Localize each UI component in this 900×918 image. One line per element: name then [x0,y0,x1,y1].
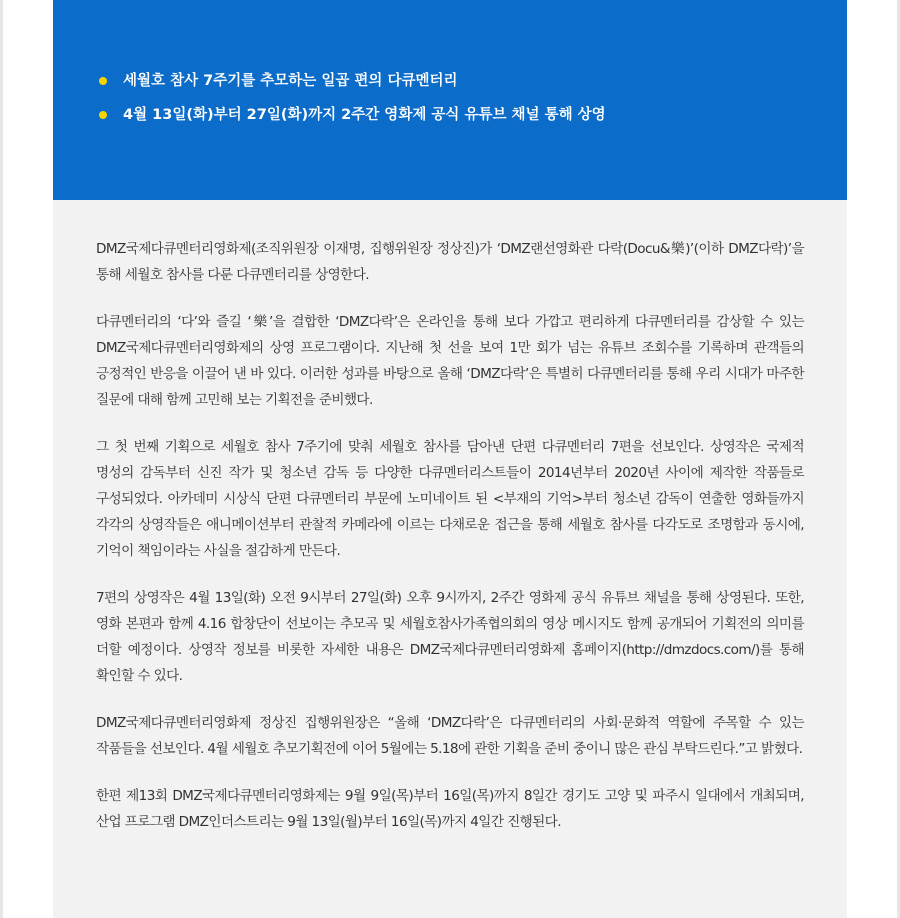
article-paragraph: 그 첫 번째 기획으로 세월호 참사 7주기에 맞춰 세월호 참사를 담아낸 단편 다큐멘터리 7편을 선보인다. 상영작은 국제적 명성의 감독부터 신진 작가 및 청소년 감독 등 다양한 다큐멘터리스트들이 2014년부터 2020년 사이에 제작한 작품들로 구성되었다. 아카데미 시상식 단편 다큐멘터리 부문에 노미네이트 된 <부재의 기억>부터 청소년 감독이 연출한 영화들까지 각각의 상영작들은 애니메이션부터 관찰적 카메라에 이르는 다채로운 접근을 통해 세월호 참사를 다각도로 조명함과 동시에, 기억이 책임이라는 사실을 절감하게 만든다. [96,439,804,559]
summary-bullet-item [99,71,606,91]
article-paragraph: DMZ국제다큐멘터리영화제 정상진 집행위원장은 “올해 ‘DMZ다락’은 다큐멘터리의 사회·문화적 역할에 주목할 수 있는 작품들을 선보인다. 4월 세월호 추모기획전에 이어 5월에는 5.18에 관한 기획을 준비 중이니 많은 관심 부탁드린다.”고 밝혔다. [96,715,804,757]
article-paragraph: 한편 제13회 DMZ국제다큐멘터리영화제는 9월 9일(목)부터 16일(목)까지 8일간 경기도 고양 및 파주시 일대에서 개최되며, 산업 프로그램 DMZ인더스트리는 9월 13일(월)부터 16일(목)까지 4일간 진행된다. [96,788,804,830]
summary-bullet-list [99,71,606,139]
article-paragraph: 7편의 상영작은 4월 13일(화) 오전 9시부터 27일(화) 오후 9시까지, 2주간 영화제 공식 유튜브 채널을 통해 상영된다. 또한, 영화 본편과 함께 4.16 합창단이 선보이는 추모곡 및 세월호참사가족협의회의 영상 메시지도 함께 공개되어 기획전의 의미를 더할 예정이다. 상영작 정보를 비롯한 자세한 내용은 DMZ국제다큐멘터리영화제 홈페이지(http://dmzdocs.com/)를 통해 확인할 수 있다. [96,590,804,684]
summary-bullet-text: 4월 13일(화)부터 27일(화)까지 2주간 영화제 공식 유튜브 채널 통해 상영 [123,107,606,123]
left-frame-border [0,0,3,918]
bullet-dot-icon [99,111,107,119]
article-paragraph: 다큐멘터리의 ‘다’와 즐길 ‘樂’을 결합한 ‘DMZ다락’은 온라인을 통해 보다 가깝고 편리하게 다큐멘터리를 감상할 수 있는 DMZ국제다큐멘터리영화제의 상영 프로그램이다. 지난해 첫 선을 보여 1만 회가 넘는 유튜브 조회수를 기록하며 관객들의 긍정적인 반응을 이끌어 낸 바 있다. 이러한 성과를 바탕으로 올해 ‘DMZ다락’은 특별히 다큐멘터리를 통해 우리 시대가 마주한 질문에 대해 함께 고민해 보는 기획전을 준비했다. [96,314,804,408]
article-paragraph: DMZ국제다큐멘터리영화제(조직위원장 이재명, 집행위원장 정상진)가 ‘DMZ랜선영화관 다락(Docu&樂)’(이하 DMZ다락)’을 통해 세월호 참사를 다룬 다큐멘터리를 상영한다. [96,241,804,283]
bullet-dot-icon [99,77,107,85]
article-body [96,236,804,856]
summary-bullet-text: 세월호 참사 7주기를 추모하는 일곱 편의 다큐멘터리 [123,73,458,89]
press-release-page [53,0,847,918]
summary-header [53,0,847,200]
summary-bullet-item [99,105,606,125]
